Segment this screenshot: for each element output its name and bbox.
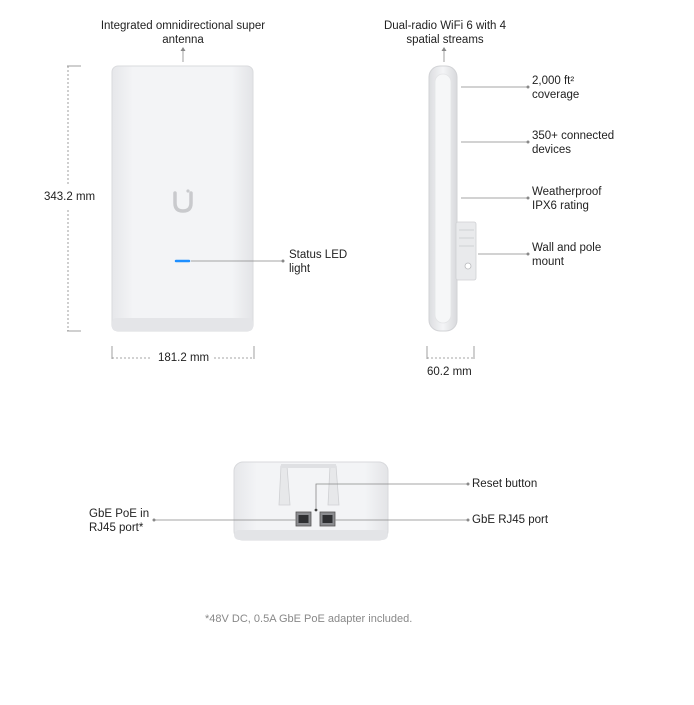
weatherproof-label: Weatherproof IPX6 rating xyxy=(532,186,602,212)
status-led-label: Status LED light xyxy=(289,249,348,275)
radio-label: Dual-radio WiFi 6 with 4 spatial streams xyxy=(383,20,507,46)
depth-dimension xyxy=(427,346,474,359)
bottom-view xyxy=(153,462,470,540)
coverage-label: 2,000 ft² coverage xyxy=(532,75,580,101)
front-device-body xyxy=(112,66,253,331)
depth-dimension-label: 60.2 mm xyxy=(427,366,472,378)
rj45-port-label: GbE RJ45 port xyxy=(472,514,549,526)
height-dimension-label: 343.2 mm xyxy=(44,191,96,203)
rj45-port-lan xyxy=(320,512,335,526)
front-device-base xyxy=(112,318,253,331)
side-view xyxy=(427,47,530,359)
mount-bracket xyxy=(456,222,476,280)
antenna-label: Integrated omnidirectional super antenna xyxy=(100,20,266,46)
rj45-port-poe xyxy=(296,512,311,526)
bottom-device-body xyxy=(234,462,388,540)
reset-button-label: Reset button xyxy=(472,478,538,490)
poe-port-label: GbE PoE in RJ45 port* xyxy=(89,508,150,534)
footnote: *48V DC, 0.5A GbE PoE adapter included. xyxy=(205,613,413,625)
width-dimension-label: 181.2 mm xyxy=(158,352,210,364)
reset-button-icon xyxy=(315,509,318,512)
devices-label: 350+ connected devices xyxy=(532,130,615,156)
front-view xyxy=(67,47,285,359)
mount-label: Wall and pole mount xyxy=(532,242,602,268)
